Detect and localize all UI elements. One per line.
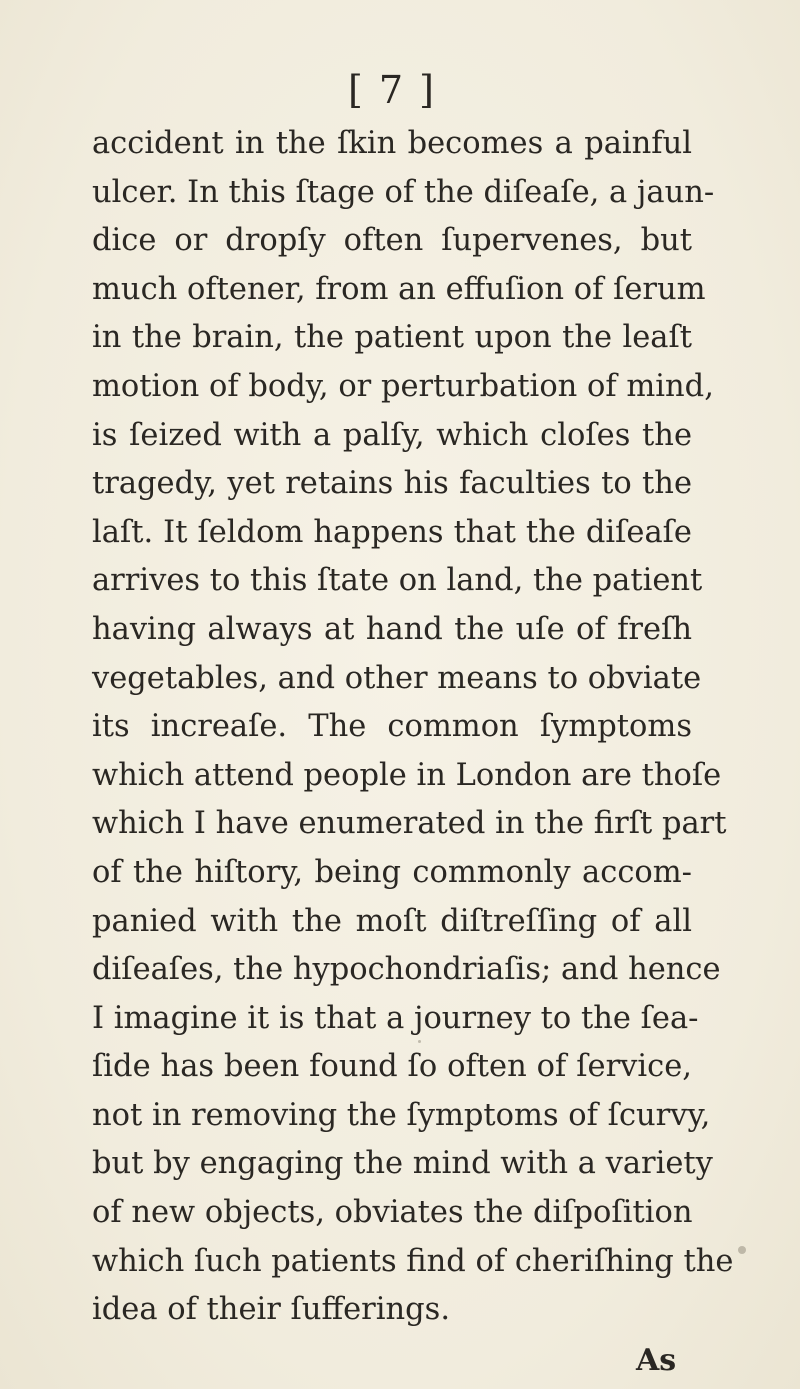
- text-line: but by engaging the mind with a variety: [92, 1146, 713, 1182]
- text-line: its increaſe. The common ſymptoms: [92, 709, 692, 745]
- text-line: not in removing the ſymptoms of ſcurvy,: [92, 1097, 711, 1133]
- text-line: accident in the ſkin becomes a painful: [92, 126, 692, 161]
- text-line: which ſuch patients find of cheriſhing the: [92, 1243, 734, 1279]
- catchword: As: [636, 1343, 677, 1378]
- page-number: [ 7 ]: [348, 68, 436, 112]
- body-text: [92, 120, 734, 1335]
- text-line: ſide has been found ſo often of ſervice,: [92, 1049, 692, 1085]
- text-line: ulcer. In this ſtage of the diſeaſe, a jaun-: [92, 174, 715, 210]
- text-line: of new objects, obviates the diſpoſition: [92, 1195, 693, 1231]
- text-line: vegetables, and other means to obviate: [92, 660, 702, 696]
- text-line: panied with the moſt diſtreſſing of all: [92, 903, 692, 939]
- text-line: having always at hand the uſe of freſh: [92, 611, 692, 647]
- text-line: I imagine it is that a journey to the ſea-: [92, 1000, 699, 1036]
- text-line: diſeaſes, the hypochondriaſis; and hence: [92, 952, 721, 988]
- text-line: of the hiſtory, being commonly accom-: [92, 854, 692, 890]
- text-line: which I have enumerated in the firſt part: [92, 806, 727, 842]
- text-line: which attend people in London are thoſe: [92, 757, 722, 793]
- text-line: in the brain, the patient upon the leaſt: [92, 320, 692, 356]
- text-line: motion of body, or perturbation of mind,: [92, 368, 714, 404]
- paper-speck: [738, 1246, 746, 1254]
- text-line: dice or dropſy often ſupervenes, but: [92, 223, 692, 259]
- text-line: tragedy, yet retains his faculties to the: [92, 466, 692, 502]
- paper-speck: [418, 1040, 421, 1043]
- text-line: laſt. It ſeldom happens that the diſeaſe: [92, 514, 692, 550]
- text-line: is ſeized with a palſy, which cloſes the: [92, 417, 692, 453]
- text-line: arrives to this ſtate on land, the patient: [92, 563, 703, 599]
- text-line: much oftener, from an effuſion of ſerum: [92, 271, 706, 307]
- text-line: idea of their ſufferings.: [92, 1292, 451, 1328]
